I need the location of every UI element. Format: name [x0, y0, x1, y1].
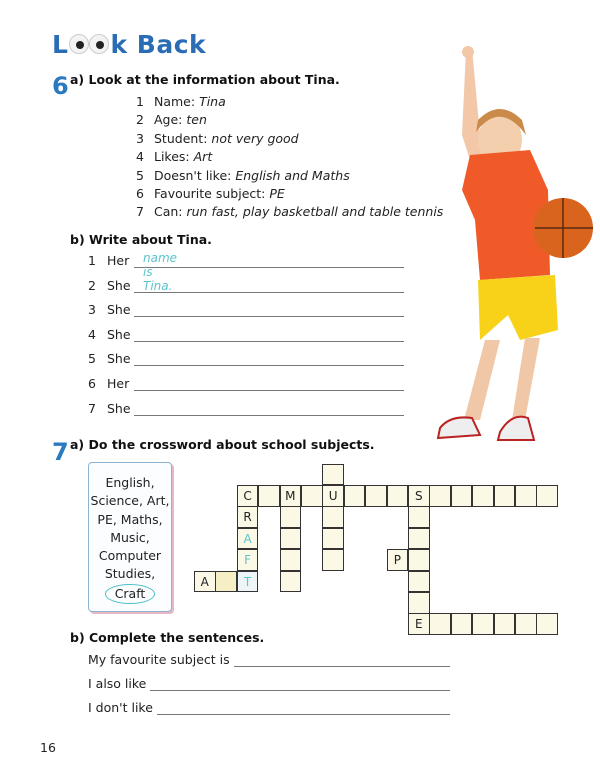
exercise-number-7: 7 [52, 438, 69, 466]
item-number: 6 [88, 375, 96, 391]
item-number: 6 [136, 186, 144, 202]
word-item: Music, [110, 529, 150, 545]
crossword-cell[interactable] [322, 549, 344, 571]
circled-word-craft: Craft [105, 584, 156, 604]
answer-line[interactable] [134, 365, 404, 366]
crossword-cell[interactable] [280, 571, 302, 593]
sentence-start: My favourite subject is [88, 652, 230, 667]
crossword-cell[interactable] [387, 485, 409, 507]
title-letter: L [52, 30, 69, 59]
info-item [136, 148, 443, 166]
crossword-cell[interactable] [536, 613, 558, 635]
item-number: 5 [136, 167, 144, 183]
item-label: Can: [154, 204, 187, 220]
girl-with-basketball-photo [400, 40, 600, 450]
crossword-cell[interactable]: T [237, 571, 259, 593]
crossword-cell[interactable] [408, 528, 430, 550]
eyes-icon [68, 33, 110, 55]
crossword-cell[interactable] [451, 613, 473, 635]
item-value: PE [269, 186, 285, 202]
crossword-cell[interactable] [536, 485, 558, 507]
crossword-cell[interactable] [258, 485, 280, 507]
sentence-start: Her [107, 253, 130, 268]
item-label: Favourite subject: [154, 186, 270, 202]
crossword-cell[interactable]: P [387, 549, 409, 571]
word-item: PE, Maths, [97, 511, 163, 527]
item-label: Age: [154, 112, 187, 128]
crossword-cell[interactable] [429, 485, 451, 507]
crossword-cell[interactable]: M [280, 485, 302, 507]
info-item [136, 185, 443, 203]
crossword-cell[interactable]: A [194, 571, 216, 593]
crossword-cell[interactable] [494, 613, 516, 635]
crossword-cell[interactable] [494, 485, 516, 507]
item-value: ten [186, 112, 207, 128]
item-number: 4 [136, 149, 144, 165]
crossword-cell[interactable] [322, 528, 344, 550]
item-number: 3 [136, 130, 144, 146]
circled-word [89, 584, 171, 604]
ex7a-heading: a) Do the crossword about school subjects. [70, 437, 375, 452]
crossword-cell[interactable] [408, 506, 430, 528]
crossword-cell[interactable] [472, 613, 494, 635]
sentence-start: I also like [88, 676, 147, 691]
item-number: 7 [88, 400, 96, 416]
crossword-cell[interactable] [515, 485, 537, 507]
answer-line[interactable] [234, 666, 450, 667]
sentence-start: She [107, 326, 131, 342]
crossword-cell[interactable]: S [408, 485, 430, 507]
crossword-cell[interactable] [280, 506, 302, 528]
sentence-start: Her [107, 375, 130, 391]
answer-line[interactable] [134, 292, 404, 293]
word-item: Computer [98, 548, 162, 564]
item-value: Tina [199, 94, 226, 109]
sentence-start: I don't like [88, 700, 153, 715]
title-rest: k Back [110, 30, 207, 59]
tina-info-list [136, 93, 443, 222]
crossword-cell[interactable] [280, 549, 302, 571]
ex6b-heading: b) Write about Tina. [70, 232, 212, 247]
word-box [88, 462, 172, 612]
crossword-cell[interactable] [322, 464, 344, 486]
handwritten-answer: name is Tina. [143, 251, 178, 293]
ex7b-heading: b) Complete the sentences. [70, 630, 265, 645]
item-label: Likes: [154, 149, 194, 165]
crossword-cell[interactable] [408, 592, 430, 614]
crossword-cell[interactable] [215, 571, 237, 593]
crossword-cell[interactable] [365, 485, 387, 507]
answer-line[interactable] [150, 690, 450, 691]
sentence-start: She [107, 400, 131, 416]
crossword-cell[interactable] [515, 613, 537, 635]
crossword-cell[interactable]: C [237, 485, 259, 507]
page-title [52, 30, 206, 59]
item-number: 2 [136, 112, 144, 128]
info-item [136, 203, 443, 221]
answer-line[interactable] [134, 415, 404, 416]
answer-line[interactable] [134, 316, 404, 317]
item-number: 2 [88, 277, 96, 293]
item-value: English and Maths [235, 167, 350, 183]
crossword-cell[interactable] [322, 506, 344, 528]
answer-line[interactable] [134, 341, 404, 342]
item-number: 3 [88, 302, 96, 318]
ex6a-heading: a) Look at the information about Tina. [70, 72, 340, 87]
item-number: 1 [136, 94, 144, 109]
answer-line[interactable] [157, 714, 450, 715]
word-item: Science, Art, [90, 493, 170, 509]
crossword-cell[interactable]: F [237, 549, 259, 571]
sentence-start: She [107, 277, 131, 293]
item-number: 1 [88, 253, 96, 268]
crossword-cell[interactable]: U [322, 485, 344, 507]
sentence-start: She [107, 302, 131, 318]
info-item [136, 167, 443, 185]
page-number: 16 [40, 740, 56, 755]
crossword-cell[interactable]: E [408, 613, 430, 635]
info-item [136, 130, 443, 148]
item-value: run fast, play basketball and table tennis [186, 204, 444, 220]
item-value: Art [193, 149, 213, 165]
info-item [136, 111, 443, 129]
crossword-cell[interactable] [408, 549, 430, 571]
item-label: Doesn't like: [154, 167, 236, 183]
item-value: not very good [211, 130, 299, 146]
word-item: Studies, [104, 566, 156, 582]
word-item: English, [105, 475, 155, 490]
item-label: Student: [154, 130, 212, 146]
crossword-cell[interactable] [429, 613, 451, 635]
crossword-cell[interactable] [408, 571, 430, 593]
item-number: 4 [88, 326, 96, 342]
crossword-cell[interactable] [472, 485, 494, 507]
crossword-cell[interactable] [451, 485, 473, 507]
answer-line[interactable] [134, 390, 404, 391]
info-item [136, 93, 443, 111]
item-number: 5 [88, 351, 96, 367]
crossword-cell[interactable]: R [237, 506, 259, 528]
crossword-cell[interactable] [344, 485, 366, 507]
exercise-number-6: 6 [52, 72, 69, 100]
crossword-cell[interactable] [301, 485, 323, 507]
crossword-cell[interactable] [280, 528, 302, 550]
item-number: 7 [136, 204, 144, 220]
crossword-cell[interactable]: A [237, 528, 259, 550]
sentence-start: She [107, 351, 131, 367]
item-label: Name: [154, 94, 200, 109]
